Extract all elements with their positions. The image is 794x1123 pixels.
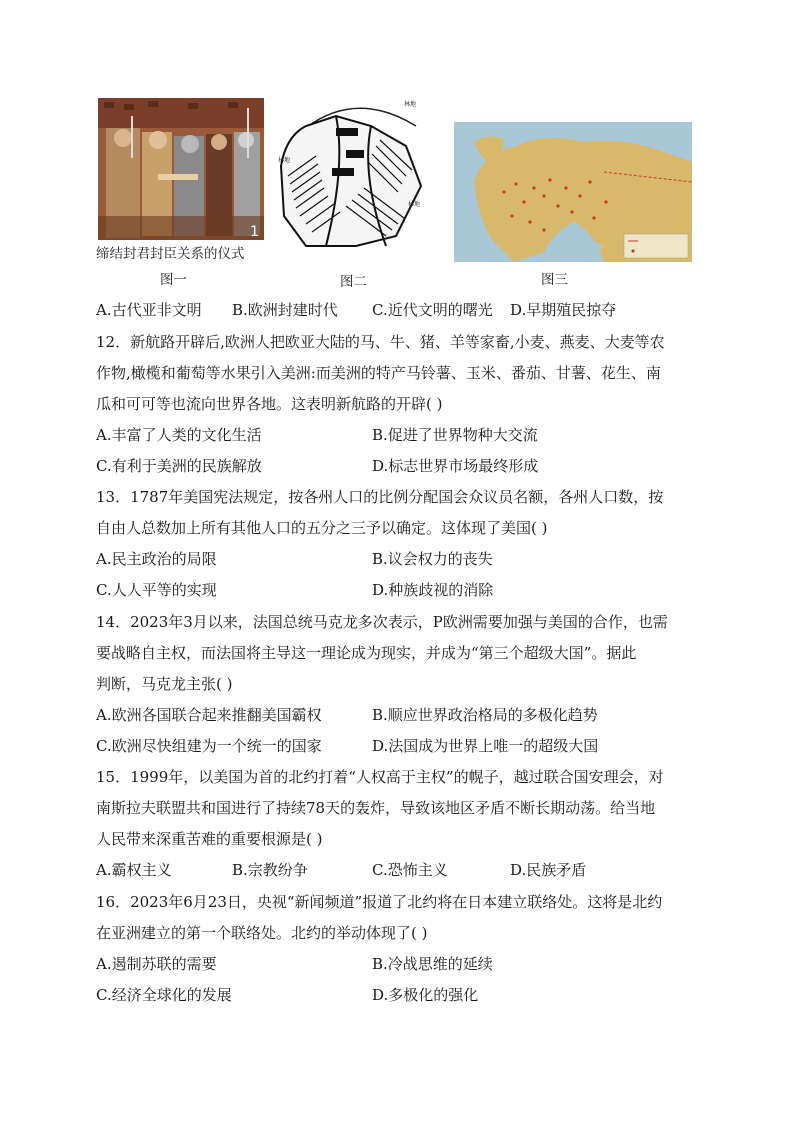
q12-option-b: B.促进了世界物种大交流 xyxy=(372,426,538,444)
q12-stem-line-3: 瓜和可可等也流向世界各地。这表明新航路的开辟( ) xyxy=(96,395,443,413)
svg-text:林地: 林地 xyxy=(278,157,291,164)
q15-stem-line-1: 15．1999年，以美国为首的北约打着“人权高于主权”的幌子，越过联合国安理会，对 xyxy=(96,768,664,786)
q14-stem-line-3: 判断，马克龙主张( ) xyxy=(96,675,233,693)
q13-option-c: C.人人平等的实现 xyxy=(96,581,217,599)
q15-option-a: A.霸权主义 xyxy=(96,861,172,879)
q11-option-d: D.早期殖民掠夺 xyxy=(510,301,617,319)
svg-text:1: 1 xyxy=(250,224,259,240)
q12-stem-line-1: 12．新航路开辟后,欧洲人把欧亚大陆的马、牛、猪、羊等家畜,小麦、燕麦、大麦等农 xyxy=(96,333,665,351)
q11-option-c: C.近代文明的曙光 xyxy=(372,301,493,319)
q12-option-c: C.有利于美洲的民族解放 xyxy=(96,457,262,475)
svg-text:林地: 林地 xyxy=(408,201,421,208)
q15-stem-line-3: 人民带来深重苦难的重要根源是( ) xyxy=(96,830,323,848)
q13-option-b: B.议会权力的丧失 xyxy=(372,550,493,568)
q14-option-d: D.法国成为世界上唯一的超级大国 xyxy=(372,737,599,755)
q14-stem-line-2: 要战略自主权，而法国将主导这一理论成为现实，并成为“第三个超级大国”。据此 xyxy=(96,644,637,662)
q11-option-b: B.欧洲封建时代 xyxy=(232,301,338,319)
figures-row xyxy=(96,96,696,296)
figure-1-caption: 图一 xyxy=(160,272,187,288)
q16-stem-line-1: 16．2023年6月23日，央视“新闻频道”报道了北约将在日本建立联络处。这将是北约 xyxy=(96,893,663,911)
q14-option-c: C.欧洲尽快组建为一个统一的国家 xyxy=(96,737,322,755)
q15-option-c: C.恐怖主义 xyxy=(372,861,448,879)
q16-option-d: D.多极化的强化 xyxy=(372,986,479,1004)
q13-stem-line-2: 自由人总数加上所有其他人口的五分之三予以确定。这体现了美国( ) xyxy=(96,519,548,537)
figure-1-feudal-ceremony-image xyxy=(98,98,264,240)
q16-option-b: B.冷战思维的延续 xyxy=(372,955,493,973)
q11-option-a: A.古代亚非文明 xyxy=(96,301,202,319)
q13-option-d: D.种族歧视的消除 xyxy=(372,581,494,599)
q15-option-b: B.宗教纷争 xyxy=(232,861,308,879)
q12-option-a: A.丰富了人类的文化生活 xyxy=(96,426,262,444)
q16-option-a: A.遏制苏联的需要 xyxy=(96,955,217,973)
q15-stem-line-2: 南斯拉夫联盟共和国进行了持续78天的轰炸，导致该地区矛盾不断长期动荡。给当地 xyxy=(96,799,656,817)
q12-stem-line-2: 作物,橄榄和葡萄等水果引入美洲:而美洲的特产马铃薯、玉米、番茄、甘薯、花生、南 xyxy=(96,364,661,382)
q16-stem-line-2: 在亚洲建立的第一个联络处。北约的举动体现了( ) xyxy=(96,924,428,942)
q13-option-a: A.民主政治的局限 xyxy=(96,550,217,568)
q13-stem-line-1: 13．1787年美国宪法规定，按各州人口的比例分配国会众议员名额，各州人口数，按 xyxy=(96,488,664,506)
figure-3-caption: 图三 xyxy=(541,272,568,288)
figure-1-subcaption: 缔结封君封臣关系的仪式 xyxy=(96,246,245,262)
q14-stem-line-1: 14．2023年3月以来，法国总统马克龙多次表示，P欧洲需要加强与美国的合作，也需 xyxy=(96,613,668,631)
figure-2-caption: 图二 xyxy=(340,274,367,290)
q12-option-d: D.标志世界市场最终形成 xyxy=(372,457,539,475)
q14-option-a: A.欧洲各国联合起来推翻美国霸权 xyxy=(96,706,322,724)
q14-option-b: B.顺应世界政治格局的多极化趋势 xyxy=(372,706,598,724)
figure-3-europe-map xyxy=(454,122,692,262)
q16-option-c: C.经济全球化的发展 xyxy=(96,986,232,1004)
figure-2-manor-diagram xyxy=(276,96,426,254)
q15-option-d: D.民族矛盾 xyxy=(510,861,587,879)
svg-text:林地: 林地 xyxy=(404,101,417,108)
